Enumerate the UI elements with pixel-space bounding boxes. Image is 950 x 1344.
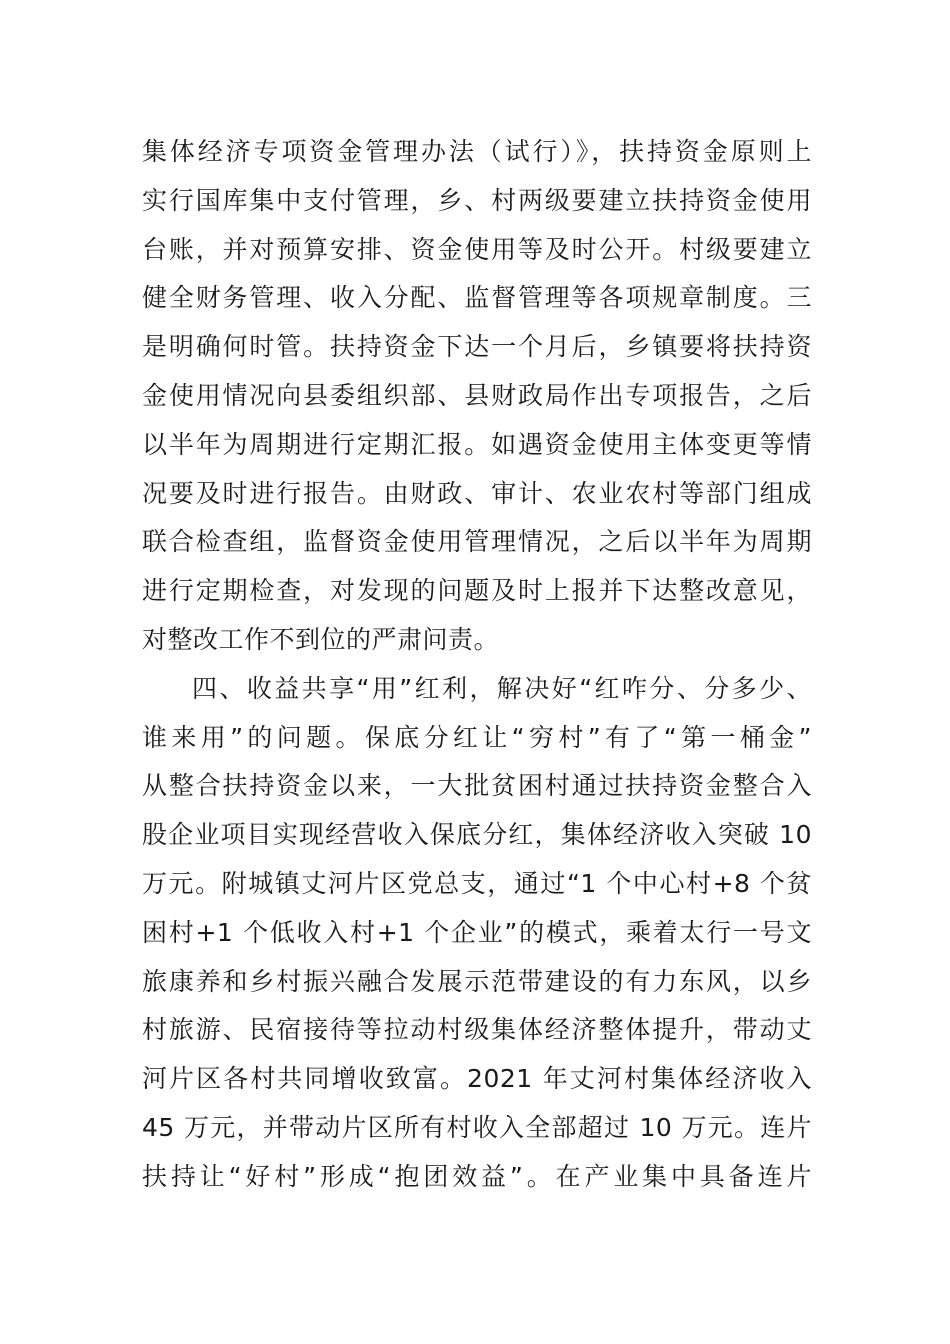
- text-line: 谁来用”的问题。保底分红让“穷村”有了“第一桶金”: [142, 722, 812, 752]
- text-line: 村旅游、民宿接待等拉动村级集体经济整体提升，带动丈: [142, 1015, 812, 1045]
- text-line: 金使用情况向县委组织部、县财政局作出专项报告，之后: [142, 380, 812, 410]
- text-line: 45 万元，并带动片区所有村收入全部超过 10 万元。连片: [142, 1112, 812, 1142]
- text-line: 从整合扶持资金以来，一大批贫困村通过扶持资金整合入: [142, 771, 812, 801]
- text-line: 扶持让“好村”形成“抱团效益”。在产业集中具备连片: [142, 1161, 812, 1191]
- text-line: 集体经济专项资金管理办法（试行）》，扶持资金原则上: [142, 137, 812, 166]
- document-body: [142, 128, 812, 1202]
- paragraph-1: [142, 128, 812, 665]
- text-line: 台账，并对预算安排、资金使用等及时公开。村级要建立: [142, 234, 812, 264]
- text-line: 河片区各村共同增收致富。2021 年丈河村集体经济收入: [142, 1064, 812, 1094]
- text-line: 是明确何时管。扶持资金下达一个月后，乡镇要将扶持资: [142, 332, 812, 362]
- text-line: 对整改工作不到位的严肃问责。: [142, 624, 500, 654]
- text-line: 四、收益共享“用”红利，解决好“红咋分、分多少、: [192, 673, 812, 703]
- text-line: 以半年为周期进行定期汇报。如遇资金使用主体变更等情: [142, 429, 812, 459]
- text-line: 况要及时进行报告。由财政、审计、农业农村等部门组成: [142, 478, 812, 508]
- text-line: 股企业项目实现经营收入保底分红，集体经济收入突破 10: [142, 820, 812, 850]
- text-line: 联合检查组，监督资金使用管理情况，之后以半年为周期: [142, 527, 812, 557]
- paragraph-2: [142, 665, 812, 1202]
- text-line: 进行定期检查，对发现的问题及时上报并下达整改意见，: [142, 576, 812, 606]
- text-line: 实行国库集中支付管理，乡、村两级要建立扶持资金使用: [142, 185, 812, 215]
- text-line: 万元。附城镇丈河片区党总支，通过“1 个中心村+8 个贫: [142, 868, 812, 898]
- text-line: 旅康养和乡村振兴融合发展示范带建设的有力东风，以乡: [142, 966, 812, 996]
- text-line: 困村+1 个低收入村+1 个企业”的模式，乘着太行一号文: [142, 917, 812, 947]
- text-line: 健全财务管理、收入分配、监督管理等各项规章制度。三: [142, 283, 812, 313]
